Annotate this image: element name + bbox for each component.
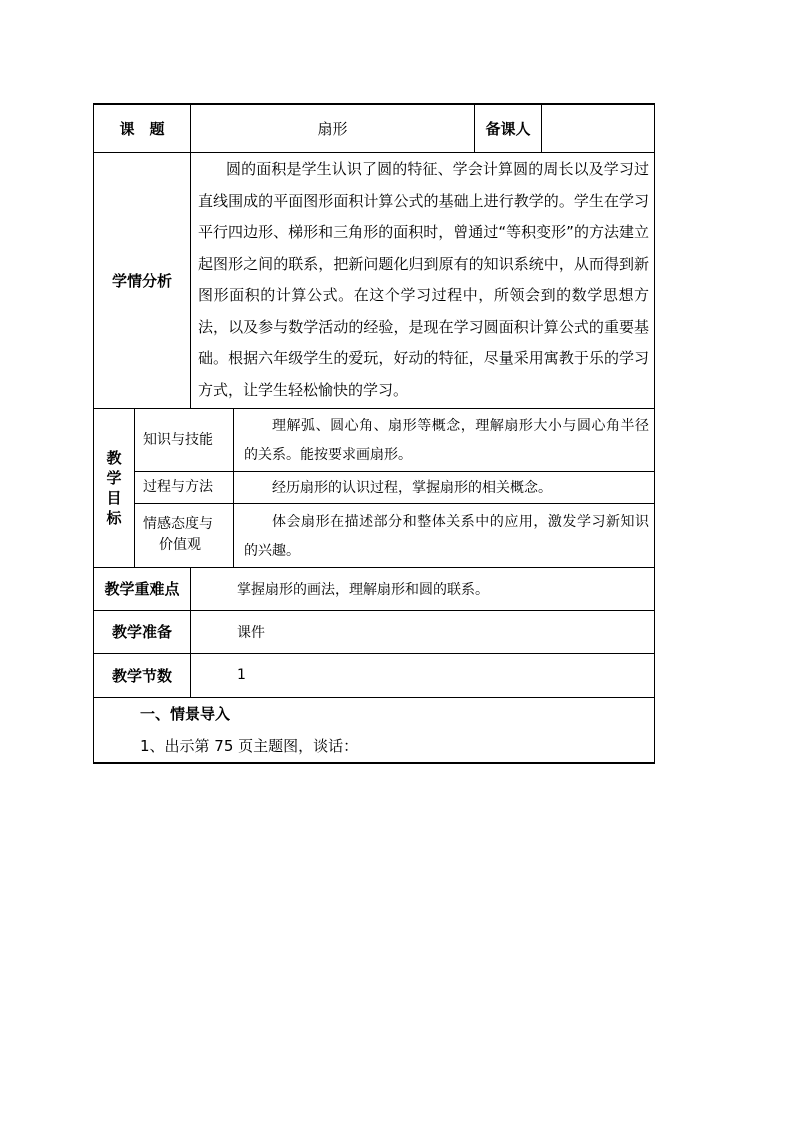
objective-row-attitude: [94, 503, 655, 567]
objective-label-knowledge: 知识与技能: [135, 408, 234, 471]
lesson-heading: 一、情景导入: [140, 704, 231, 723]
topic-label: 课 题: [94, 104, 191, 152]
objectives-label-char: 标: [106, 508, 122, 527]
preparer-value: [542, 104, 655, 152]
preparation-row: [94, 610, 655, 653]
periods-row: [94, 653, 655, 697]
objective-row-process: [94, 471, 655, 503]
analysis-label: 学情分析: [94, 152, 191, 408]
key-points-value: 掌握扇形的画法，理解扇形和圆的联系。: [191, 567, 655, 610]
preparation-label: 教学准备: [94, 610, 191, 653]
objective-text-knowledge: 理解弧、圆心角、扇形等概念，理解扇形大小与圆心角半径的关系。能按要求画扇形。: [234, 408, 655, 471]
analysis-text: 圆的面积是学生认识了圆的特征、学会计算圆的周长以及学习过直线围成的平面图形面积计算公式的基础上进行教学的。学生在学习平行四边形、梯形和三角形的面积时，曾通过“等积变形”的方法建立起图形之间的联系，把新问题化归到原有的知识系统中，从而得到新图形面积的计算公式。在这个学习过程中，所领会到的数学思想方法，以及参与数学活动的经验，是现在学习圆面积计算公式的重要基础。根据六年级学生的爱玩，好动的特征，尽量采用寓教于乐的学习方式，让学生轻松愉快的学习。: [191, 152, 655, 408]
objectives-label-char: 教: [106, 448, 122, 467]
objectives-label-char: 学: [106, 468, 122, 487]
objectives-label-char: 目: [106, 488, 122, 507]
topic-value: 扇形: [191, 104, 475, 152]
lesson-line: 1、出示第 75 页主题图，谈话：: [140, 736, 359, 755]
analysis-row: [94, 152, 655, 408]
preparer-label: 备课人: [475, 104, 542, 152]
lesson-content: [94, 697, 655, 763]
objective-label-attitude: [135, 503, 234, 567]
objective-label-attitude-line2: 价值观: [159, 537, 201, 553]
periods-label: 教学节数: [94, 653, 191, 697]
lesson-plan-sheet: [93, 103, 654, 764]
lesson-content-row: [94, 697, 655, 763]
header-row: [94, 104, 655, 152]
objective-row-knowledge: [94, 408, 655, 471]
key-points-label: 教学重难点: [94, 567, 191, 610]
objective-text-attitude: 体会扇形在描述部分和整体关系中的应用，激发学习新知识的兴趣。: [234, 503, 655, 567]
key-points-row: [94, 567, 655, 610]
objective-label-process: 过程与方法: [135, 471, 234, 503]
lesson-plan-table: [93, 103, 655, 764]
objective-label-attitude-line1: 情感态度与: [143, 516, 213, 532]
preparation-value: 课件: [191, 610, 655, 653]
periods-value: 1: [191, 653, 655, 697]
objectives-label: [94, 408, 135, 567]
objective-text-process: 经历扇形的认识过程，掌握扇形的相关概念。: [234, 471, 655, 503]
